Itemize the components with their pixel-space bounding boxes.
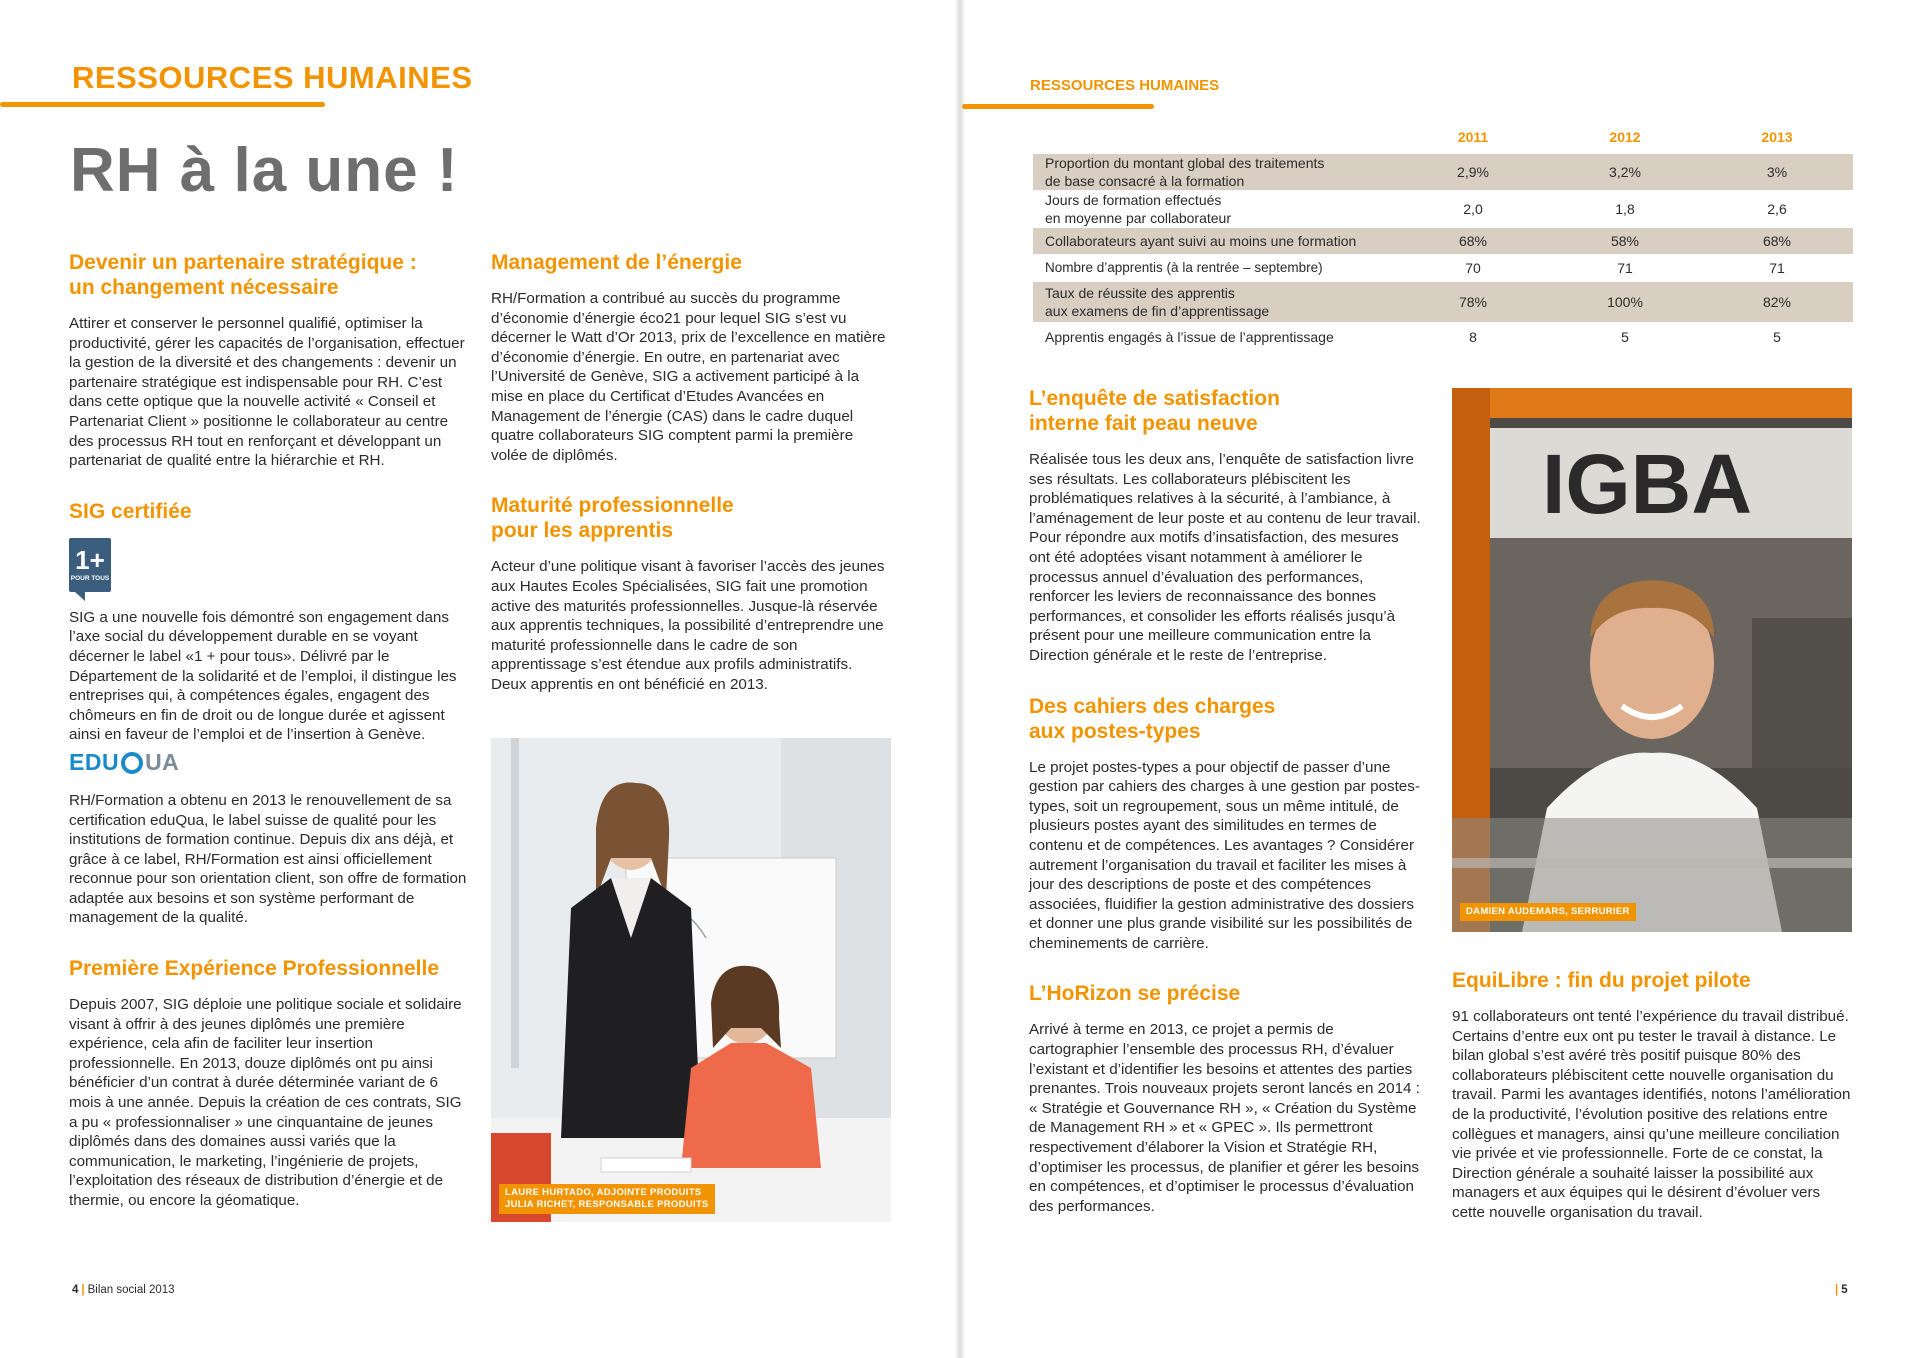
cell-value: 8 [1469, 329, 1477, 345]
training-stats-table [1033, 120, 1853, 352]
section-heading: L’HoRizon se précise [1029, 982, 1241, 1006]
cell-value: 100% [1549, 282, 1701, 322]
section-heading: Management de l’énergie [491, 251, 742, 274]
row-label: Taux de réussite des apprentis aux examens de fin d’apprentissage [1033, 282, 1397, 322]
eduqua-logo: EDU UA [69, 749, 180, 776]
section-equilibre [1452, 968, 1852, 1223]
cell-value: 68% [1397, 228, 1549, 254]
section-body: Réalisée tous les deux ans, l’enquête de satisfaction livre ses résultats. Les collaborateurs plébiscitent les problématiques relatives à la sécurité, à l’ambiance, à l’aménagement de leur poste et au contenu de leur travail. [1029, 451, 1421, 527]
year-header: 2012 [1609, 129, 1641, 145]
cell-value: 58% [1549, 228, 1701, 254]
folio-right: | 5 [1835, 1284, 1848, 1296]
cell-value: 3,2% [1549, 154, 1701, 190]
cell-value: 3% [1701, 154, 1853, 190]
section-body: Acteur d’une politique visant à favoriser l’accès des jeunes aux Hautes Ecoles Spécialisées, SIG fait une promotion active des maturités professionnelles. Jusque-là réservée aux apprentis techniques, la possibilité d’entreprendre une maturité professionnelle dans le cadre de son apprentissage s’est étendue aux profils administratifs. Deux apprentis en ont bénéficié en 2013. [491, 558, 885, 693]
section-heading: Maturité professionnelle pour les apprentis [491, 494, 734, 543]
section-management-energie [491, 250, 891, 465]
photo-two-colleagues [491, 738, 891, 1222]
section-body: Depuis 2007, SIG déploie une politique sociale et solidaire visant à offrir à des jeunes diplômés une première expérience, cela afin de faciliter leur insertion professionnelle. En 2013, douze diplômés ont pu ainsi bénéficier d’un contrat à durée déterminée variant de 6 mois à une année. Depuis la création de ces contrats, SIG a pu « professionnaliser » une cinquantaine de jeunes diplômés dans des domaines aussi variés que la communication, le marketing, l’ingénierie de projets, l’exploitation des réseaux de distribution d’énergie et de thermie, ou encore la géomatique. [69, 996, 462, 1209]
section-body: Attirer et conserver le personnel qualifié, optimiser la productivité, gérer les capacités de l’organisation, effectuer la gestion de la diversité et des changements : devenir un partenaire stratégique est indispensable pour RH. C’est dans cette optique que la nouvelle activité « Conseil et Partenariat Client » positionne le collaborateur au centre des processus RH tout en renforçant et développant un partenariat de qualité entre la hiérarchie et RH. [69, 315, 465, 470]
table-row [1033, 322, 1853, 352]
cell-value: 82% [1701, 282, 1853, 322]
photo-locksmith [1452, 388, 1852, 932]
row-label: Proportion du montant global des traitements de base consacré à la formation [1033, 154, 1397, 190]
section-heading: Première Expérience Professionnelle [69, 957, 440, 981]
cell-value: 68% [1701, 228, 1853, 254]
cell-value: 78% [1397, 282, 1549, 322]
section-body: Le projet postes-types a pour objectif de passer d’une gestion par cahiers des charges à une gestion par postes-types, soit un regroupement, sous un même intitulé, de plusieurs postes ayant des similitudes en termes de contenu et de compétences. Les avantages ? Considérer autrement l’organisation du travail et faciliter les mises à jour des descriptions de poste et des compétences associées, fluidifier la gestion administrative des dossiers et donner une plus grande visibilité sur les possibilités de cheminements de carrière. [1029, 758, 1420, 952]
label-1plus-logo: 1+ POUR TOUS [69, 538, 111, 592]
section-partenaire [69, 250, 469, 471]
cell-value: 2,6 [1767, 201, 1787, 217]
year-header: 2013 [1761, 129, 1793, 145]
table-header-row [1033, 120, 1853, 154]
table-row [1033, 190, 1853, 228]
cell-value: 5 [1621, 329, 1629, 345]
brush-underline-left [0, 102, 325, 107]
cell-value: 1,8 [1615, 201, 1635, 217]
section-horizon [1029, 981, 1424, 1216]
section-maturite [491, 493, 891, 694]
row-label: Collaborateurs ayant suivi au moins une formation [1033, 228, 1397, 254]
section-heading: EquiLibre : fin du projet pilote [1452, 969, 1751, 992]
table-row [1033, 154, 1853, 190]
column-4 [1452, 968, 1852, 1251]
section-heading: SIG certifiée [69, 499, 192, 523]
folio-left: 4 | Bilan social 2013 [72, 1284, 175, 1296]
section-heading: Devenir un partenaire stratégique : un changement nécessaire [69, 251, 417, 299]
page-title: RH à la une ! [70, 136, 459, 205]
table-row [1033, 282, 1853, 322]
brush-underline-right [962, 104, 1154, 109]
section-heading: Des cahiers des charges aux postes-types [1029, 694, 1276, 743]
cell-value: 5 [1773, 329, 1781, 345]
row-label: Apprentis engagés à l’issue de l’apprentissage [1045, 329, 1334, 345]
photo-caption: DAMIEN AUDEMARS, SERRURIER [1460, 903, 1636, 921]
table-row [1033, 254, 1853, 282]
section-body: SIG a une nouvelle fois démontré son engagement dans l’axe social du développement durable en se voyant décerner le label «1 + pour tous». Délivré par le Département de la solidarité et de l’emploi, il distingue les entreprises qui, à compétences égales, engagent des chômeurs en fin de droit ou de longue durée et agissent ainsi en faveur de l’emploi et de l’insertion à Genève. [69, 608, 457, 744]
year-header: 2011 [1457, 129, 1489, 145]
column-1 [69, 250, 469, 1239]
photo-illustration [491, 738, 891, 1222]
section-sig-certifiee [69, 499, 469, 928]
page-gutter [956, 0, 964, 1358]
section-body: Arrivé à terme en 2013, ce projet a permis de cartographier l’ensemble des processus RH, d’évaluer l’existant et d’identifier les besoins et attentes des parties prenantes. Trois nouveaux projets seront lancés en 2014 : « Stratégie et Gouvernance RH », « Création du Système de Management RH » et « GPEC ». Ils permettront respectivement d’élaborer la Vision et Stratégie RH, d’optimiser les processus, de planifier et gérer les besoins en compétences, et d’optimiser le processus d’évaluation des performances. [1029, 1021, 1420, 1215]
speech-tail-icon [75, 592, 85, 601]
section-cahiers [1029, 694, 1424, 954]
section-premiere-experience [69, 956, 469, 1211]
row-label: Jours de formation effectués en moyenne par collaborateur [1045, 192, 1232, 226]
cell-value: 71 [1617, 260, 1633, 276]
cell-value: 70 [1465, 260, 1481, 276]
q-ring-icon [121, 752, 143, 774]
section-body-2: RH/Formation a obtenu en 2013 le renouvellement de sa certification eduQua, le label suisse de qualité pour les institutions de formation continue. Depuis dix ans déjà, et grâce à ce label, RH/Formation est ainsi officiellement reconnue pour son orientation client, son offre de formation adaptée aux besoins et son système performant de management de la qualité. [69, 791, 467, 927]
cell-value: 71 [1769, 260, 1785, 276]
workshop-sign-text: IGBA [1542, 437, 1752, 531]
section-body-2: Pour répondre aux motifs d’insatisfaction, des mesures ont été adoptées visant notamment à améliorer le processus annuel d’évaluation des performances, renforcer les leviers de reconnaissance des bonnes performances, et consolider les efforts réalisés jusqu’à présent pour une meilleure communication entre la Direction générale et le reste de l’entreprise. [1029, 529, 1399, 664]
cell-value: 2,9% [1397, 154, 1549, 190]
section-body: RH/Formation a contribué au succès du programme d’économie d’énergie éco21 pour lequel SIG s’est vu décerner le Watt d’Or 2013, prix de l’excellence en matière d’économie d’énergie. En outre, en partenariat avec l’Université de Genève, SIG a activement participé à la mise en place du Certificat d’Etudes Avancées en Management de l’énergie (CAS) dans le cadre duquel quatre collaborateurs SIG comptent parmi la première volée de diplômés. [491, 290, 886, 464]
section-heading: L’enquête de satisfaction interne fait peau neuve [1029, 387, 1280, 435]
table-row [1033, 228, 1853, 254]
column-2 [491, 250, 891, 723]
section-enquete [1029, 386, 1424, 666]
section-kicker-left: RESSOURCES HUMAINES [72, 60, 473, 95]
section-body: 91 collaborateurs ont tenté l’expérience du travail distribué. Certains d’entre eux ont pu tester le travail à distance. Le bilan global s’est avéré très positif puisque 80% des collaborateurs plébiscitent cette nouvelle organisation du travail. Parmi les avantages identifiés, notons l’amélioration de la productivité, l’évolution positive des relations entre collègues et managers, ainsi qu’une meilleure conciliation vie privée et vie professionnelle. Forte de ce constat, la Direction générale a souhaité laisser la possibilité aux managers et aux équipes qui le désirent d’évoluer vers cette nouvelle organisation du travail. [1452, 1008, 1851, 1221]
photo-caption: LAURE HURTADO, ADJOINTE PRODUITS JULIA RICHET, RESPONSABLE PRODUITS [499, 1184, 715, 1214]
row-label: Nombre d’apprentis (à la rentrée – septembre) [1045, 260, 1323, 275]
section-kicker-right: RESSOURCES HUMAINES [1030, 77, 1220, 94]
column-3 [1029, 386, 1424, 1244]
photo-illustration [1452, 388, 1852, 932]
cell-value: 2,0 [1463, 201, 1483, 217]
